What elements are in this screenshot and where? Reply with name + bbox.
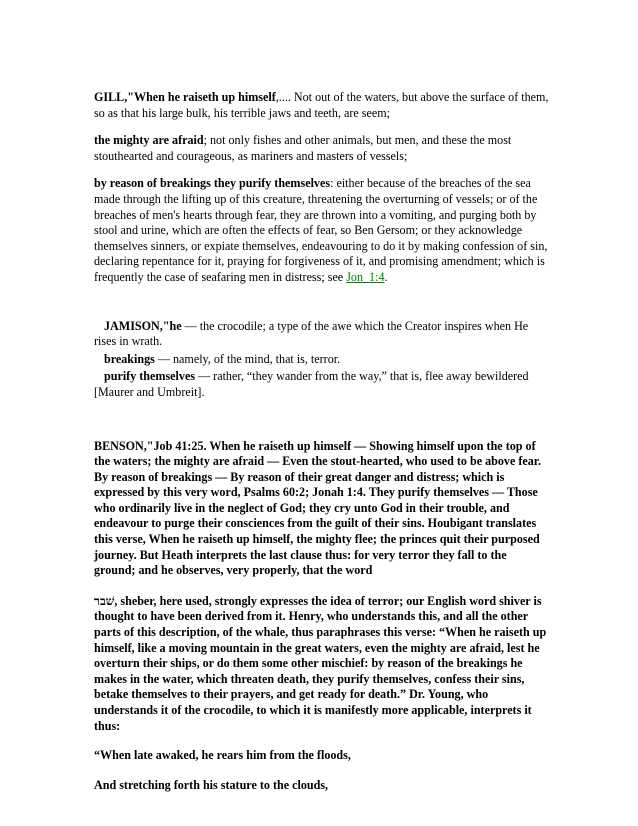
- jamison-heading: JAMISON,"he: [104, 318, 182, 333]
- jamison-paragraph-2: [94, 352, 550, 368]
- jamison-paragraph-3: [94, 369, 550, 400]
- gill-text-3-end: .: [384, 269, 388, 284]
- scripture-link[interactable]: Jon_1:4: [346, 269, 385, 284]
- jamison-phrase-2: breakings: [104, 351, 155, 366]
- gill-phrase-2: the mighty are afraid: [94, 133, 204, 148]
- benson-paragraph-2: שׁבר, sheber, here used, strongly expresses the idea of terror; our English word shiver is thought to have been derived from it. Henry, who understands this, and all the other parts of this description, of the whale, thus paraphrases this verse: “When he raiseth up himself, like a moving mountain in the great waters, even the mighty are afraid, lest he overturn their ships, or do them some other mischief: by reason of the breakings he makes in the water, which threaten death, they purify themselves, confess their sins, betake themselves to their prayers, and get ready for death.” Dr. Young, who understands it of the crocodile, to which it is manifestly more applicable, interprets it thus:: [94, 593, 547, 733]
- gill-heading: GILL,"When he raiseth up himself: [94, 90, 276, 104]
- benson-quote-line-2: And stretching forth his stature to the clouds,: [94, 777, 329, 792]
- gill-paragraph-1: [94, 90, 550, 121]
- jamison-paragraph-1: [94, 319, 550, 350]
- benson-paragraph-1: BENSON,"Job 41:25. When he raiseth up himself — Showing himself upon the top of the waters; the mighty are afraid — Even the stout-hearted, who used to be above fear. By reason of breakings — By reason of their great danger and distress; which is expressed by this very word, Psalms 60:2; Jonah 1:4. They purify themselves — Those who ordinarily live in the neglect of God; they cry unto God in their trouble, and endeavour to purge their consciences from the guilt of their sins. Houbigant translates this verse, When he raiseth up himself, the mighty flee; the princes quit their purposed journey. But Heath interprets the last clause thus: for very terror they fall to the ground; and he observes, very properly, that the word: [94, 438, 542, 578]
- commentary-page: [94, 90, 550, 793]
- gill-phrase-3: by reason of breakings they purify themselves: [94, 176, 331, 191]
- gill-text-3: : either because of the breaches of the sea made through the lifting up of this creature, threatening the overturning of vessels; or of the breaches of men's hearts through fear, they are thrown into a vomiting, and purging both by stool and urine, which are often the effects of fear, so Ben Gersom; or they acknowledge themselves sinners, or expiate themselves, endeavouring to do it by making confession of sin, declaring repentance for it, praying for forgiveness of it, and promising amendment; which is frequently the case of seafaring men in distress; see: [94, 176, 548, 284]
- benson-quote-line-1: “When late awaked, he rears him from the floods,: [94, 748, 351, 763]
- gill-paragraph-3: [94, 176, 550, 285]
- gill-paragraph-2: [94, 133, 550, 164]
- jamison-text-3: — rather, “they wander from the way,” that is, flee away bewildered [Maurer and Umbreit].: [94, 369, 529, 399]
- jamison-phrase-3: purify themselves: [104, 369, 196, 384]
- gill-text-1: ,.... Not out of the waters, but above the surface of them, so as that his large bulk, his terrible jaws and teeth, are seem;: [94, 90, 549, 120]
- gill-text-2: ; not only fishes and other animals, but men, and these the most stouthearted and courageous, as mariners and masters of vessels;: [94, 133, 512, 163]
- jamison-text-2: — namely, of the mind, that is, terror.: [154, 351, 341, 366]
- jamison-text-1: — the crocodile; a type of the awe which the Creator inspires when He rises in wrath.: [94, 318, 529, 349]
